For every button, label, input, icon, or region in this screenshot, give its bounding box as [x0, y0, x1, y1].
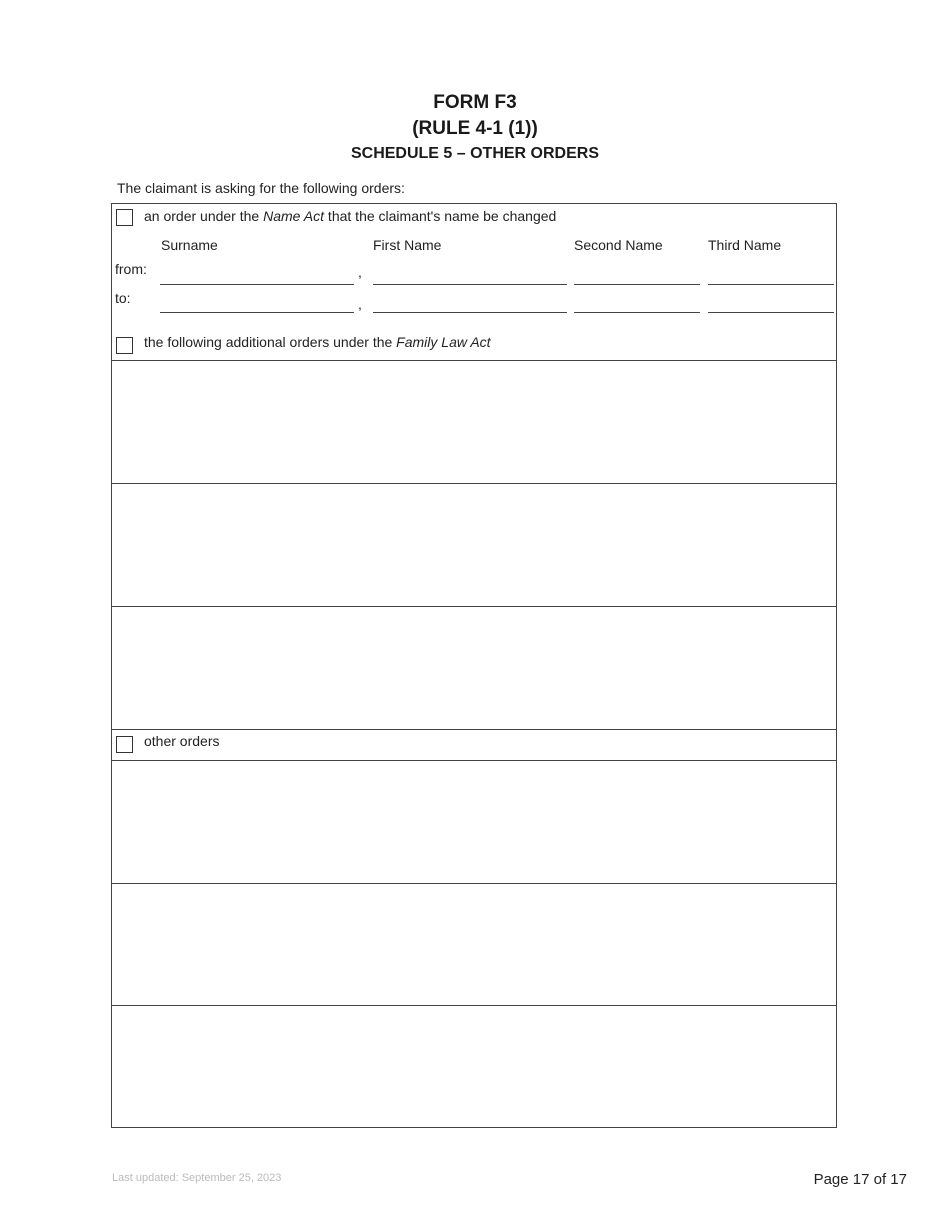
other-order-field-3[interactable]	[112, 1006, 836, 1127]
name-act-text: Name Act	[263, 208, 325, 224]
second-name-column-label: Second Name	[574, 237, 663, 253]
family-law-checkbox[interactable]	[116, 337, 133, 354]
family-law-order-field-1[interactable]	[112, 361, 836, 483]
from-label: from:	[115, 261, 147, 277]
from-third-name-field[interactable]	[708, 284, 834, 285]
page-number: Page 17 of 17	[813, 1171, 907, 1188]
from-surname-field[interactable]	[160, 284, 354, 285]
third-name-column-label: Third Name	[708, 237, 782, 253]
to-first-name-field[interactable]	[373, 312, 567, 313]
from-first-name-field[interactable]	[373, 284, 567, 285]
last-updated: Last updated: September 25, 2023	[112, 1172, 282, 1184]
surname-column-label: Surname	[161, 237, 218, 253]
first-name-column-label: First Name	[373, 237, 442, 253]
other-order-field-1[interactable]	[112, 761, 836, 883]
orders-form	[111, 203, 837, 1128]
intro-text: The claimant is asking for the following orders:	[117, 180, 405, 196]
name-change-checkbox[interactable]	[116, 209, 133, 226]
other-order-field-2[interactable]	[112, 884, 836, 1006]
family-law-label: the following additional orders under the Family Law Act	[144, 334, 491, 350]
form-title: FORM F3	[433, 92, 517, 113]
other-orders-checkbox[interactable]	[116, 736, 133, 753]
from-comma: ,	[358, 264, 362, 280]
from-second-name-field[interactable]	[574, 284, 700, 285]
to-label: to:	[115, 290, 131, 306]
form-rule: (RULE 4-1 (1))	[412, 118, 538, 139]
family-law-order-field-3[interactable]	[112, 607, 836, 729]
other-orders-label: other orders	[144, 733, 220, 749]
divider	[112, 729, 836, 730]
to-third-name-field[interactable]	[708, 312, 834, 313]
to-comma: ,	[358, 296, 362, 312]
schedule-title: SCHEDULE 5 – OTHER ORDERS	[350, 145, 600, 162]
family-law-order-field-2[interactable]	[112, 484, 836, 606]
family-law-act-text: Family Law Act	[396, 334, 491, 350]
to-surname-field[interactable]	[160, 312, 354, 313]
to-second-name-field[interactable]	[574, 312, 700, 313]
name-change-label: an order under the Name Act that the claimant's name be changed	[144, 208, 557, 224]
